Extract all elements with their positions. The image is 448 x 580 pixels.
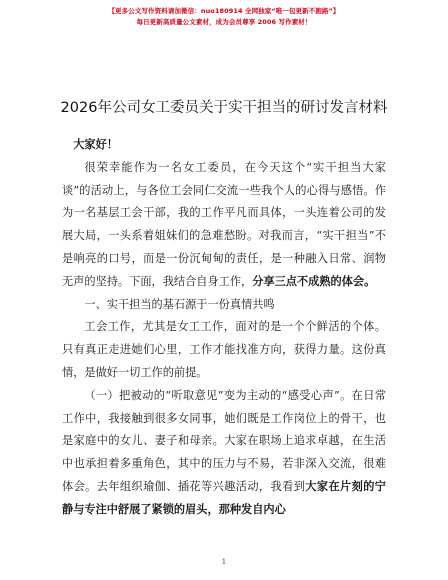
- promo-banner-line-2: 每日更新高质量公文素材，成为会员尊享 2006 写作素材！: [136, 18, 312, 26]
- paragraph-section-1: 工会工作，尤其是女工工作，面对的是一个个鲜活的个体。只有真正走进她们心里，工作才能找准方向，获得力量。这份真情，是做好一切工作的前提。: [62, 320, 386, 379]
- paragraph-subpoint-1: [62, 385, 386, 522]
- promo-banner-line-1: 【更多公文写作资料请加微信：nuo180914 全网独家“唯一包更新不跑路”】: [108, 7, 340, 15]
- section-heading-1: 一、实干担当的基石源于一份真情共鸣: [84, 297, 275, 311]
- paragraph-intro-text: 很荣幸能作为一名女工委员，在今天这个“实干担当大家谈”的活动上，与各位工会同仁交流一些我个人的心得与感悟。作为一名基层工会干部，我的工作平凡而具体，一头连着公司的发展大局，一头系着姐妹们的急难愁盼。对我而言，“实干担当”不是响亮的口号，而是一份沉甸甸的责任，是一种融入日常、润物无声的坚持。下面，我结合自身工作，: [62, 160, 386, 288]
- paragraph-intro: [62, 157, 386, 294]
- document-body: [62, 134, 386, 522]
- greeting: 大家好！: [73, 138, 118, 151]
- paragraph-subpoint-1-text: （一）把被动的“听取意见”变为主动的“感受心声”。在日常工作中，我接触到很多女同事，她们既是工作岗位上的骨干，也是家庭中的女儿、妻子和母亲。大家在职场上追求卓越，在生活中也承担着多重角色，其中的压力与不易，若非深入交流，很难体会。去年组织瑜伽、插花等兴趣活动，我看到: [62, 388, 386, 493]
- paragraph-subpoint-1-bold: 大家在片刻的宁静与专注中舒展了紧锁的眉头，那种发自内心: [62, 479, 386, 516]
- page-number: 1: [221, 558, 227, 566]
- document-title: 2026年公司女工委员关于实干担当的研讨发言材料: [60, 100, 388, 116]
- paragraph-intro-bold: 分享三点不成熟的体会。: [252, 274, 376, 288]
